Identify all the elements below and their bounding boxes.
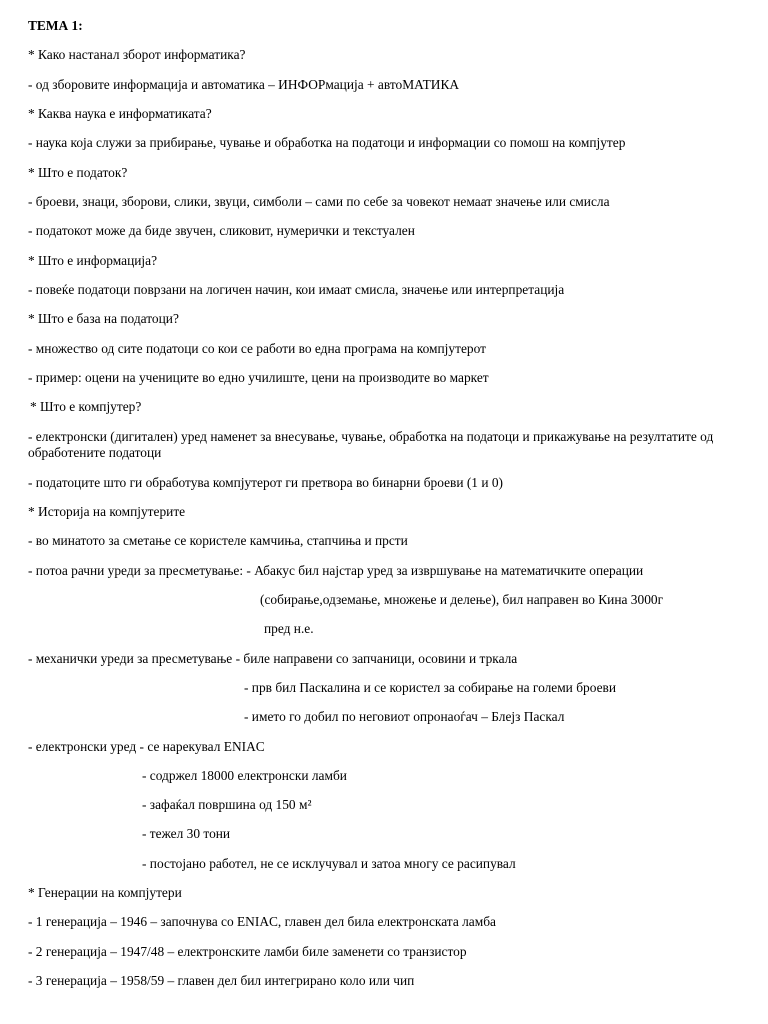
- answer-line: - 1 генерација – 1946 – започнува со ENIAC, главен дел била електронската ламба: [28, 914, 496, 929]
- question-line: * Како настанал зборот информатика?: [28, 47, 246, 62]
- indented-line: - зафаќал површина од 150 м²: [142, 797, 312, 812]
- answer-line: - податоците што ги обработува компјутерот ги претвора во бинарни броеви (1 и 0): [28, 475, 504, 490]
- answer-line: - повеќе податоци поврзани на логичен начин, кои имаат смисла, значење или интерпретација: [28, 282, 565, 297]
- answer-line: - пример: оцени на учениците во едно училиште, цени на производите во маркет: [28, 370, 489, 385]
- indented-line: пред н.е.: [264, 621, 314, 636]
- question-line: * Што е податок?: [28, 165, 128, 180]
- question-line: * Каква наука е информатиката?: [28, 106, 212, 121]
- question-line: * Генерации на компјутери: [28, 885, 182, 900]
- document-title: ТЕМА 1:: [28, 18, 83, 33]
- answer-line: - податокот може да биде звучен, сликовит, нумерички и текстуален: [28, 223, 415, 238]
- indented-line: - тежел 30 тони: [142, 826, 231, 841]
- answer-line-wrapped: - електронски (дигитален) уред наменет за внесување, чување, обработка на податоци и прикажување на резултатите од обработените податоци: [28, 429, 714, 460]
- indented-line: - името го добил по неговиот опронаоѓач – Блејз Паскал: [244, 709, 565, 724]
- indented-line: - прв бил Паскалина и се користел за собирање на големи броеви: [244, 680, 616, 695]
- question-line: * Што е информација?: [28, 253, 158, 268]
- answer-line: - броеви, знаци, зборови, слики, звуци, симболи – сами по себе за човекот немаат значење или смисла: [28, 194, 610, 209]
- answer-line: - множество од сите податоци со кои се работи во една програма на компјутерот: [28, 341, 486, 356]
- answer-line: - електронски уред - се нарекувал ENIAC: [28, 739, 265, 754]
- question-line: * Историја на компјутерите: [28, 504, 186, 519]
- answer-line: - од зборовите информација и автоматика – ИНФОРмација + автоМАТИКА: [28, 77, 460, 92]
- indented-line: (собирање,одземање, множење и делење), бил направен во Кина 3000г: [260, 592, 664, 607]
- answer-line: - 3 генерација – 1958/59 – главен дел бил интегрирано коло или чип: [28, 973, 415, 988]
- answer-line: - 2 генерација – 1947/48 – електронските ламби биле заменети со транзистор: [28, 944, 467, 959]
- indented-line: - содржел 18000 електронски ламби: [142, 768, 347, 783]
- answer-line: - во минатото за сметање се користеле камчиња, стапчиња и прсти: [28, 533, 408, 548]
- question-line: * Што е база на податоци?: [28, 311, 179, 326]
- indented-line: - постојано работел, не се исклучувал и затоа многу се расипувал: [142, 856, 516, 871]
- question-line: * Што е компјутер?: [30, 399, 142, 414]
- answer-line: - потоа рачни уреди за пресметување: - Абакус бил најстар уред за извршување на математичките операции: [28, 563, 644, 578]
- answer-line: - механички уреди за пресметување - биле направени со запчаници, осовини и тркала: [28, 651, 518, 666]
- answer-line: - наука која служи за прибирање, чување и обработка на податоци и информации со помош на компјутер: [28, 135, 626, 150]
